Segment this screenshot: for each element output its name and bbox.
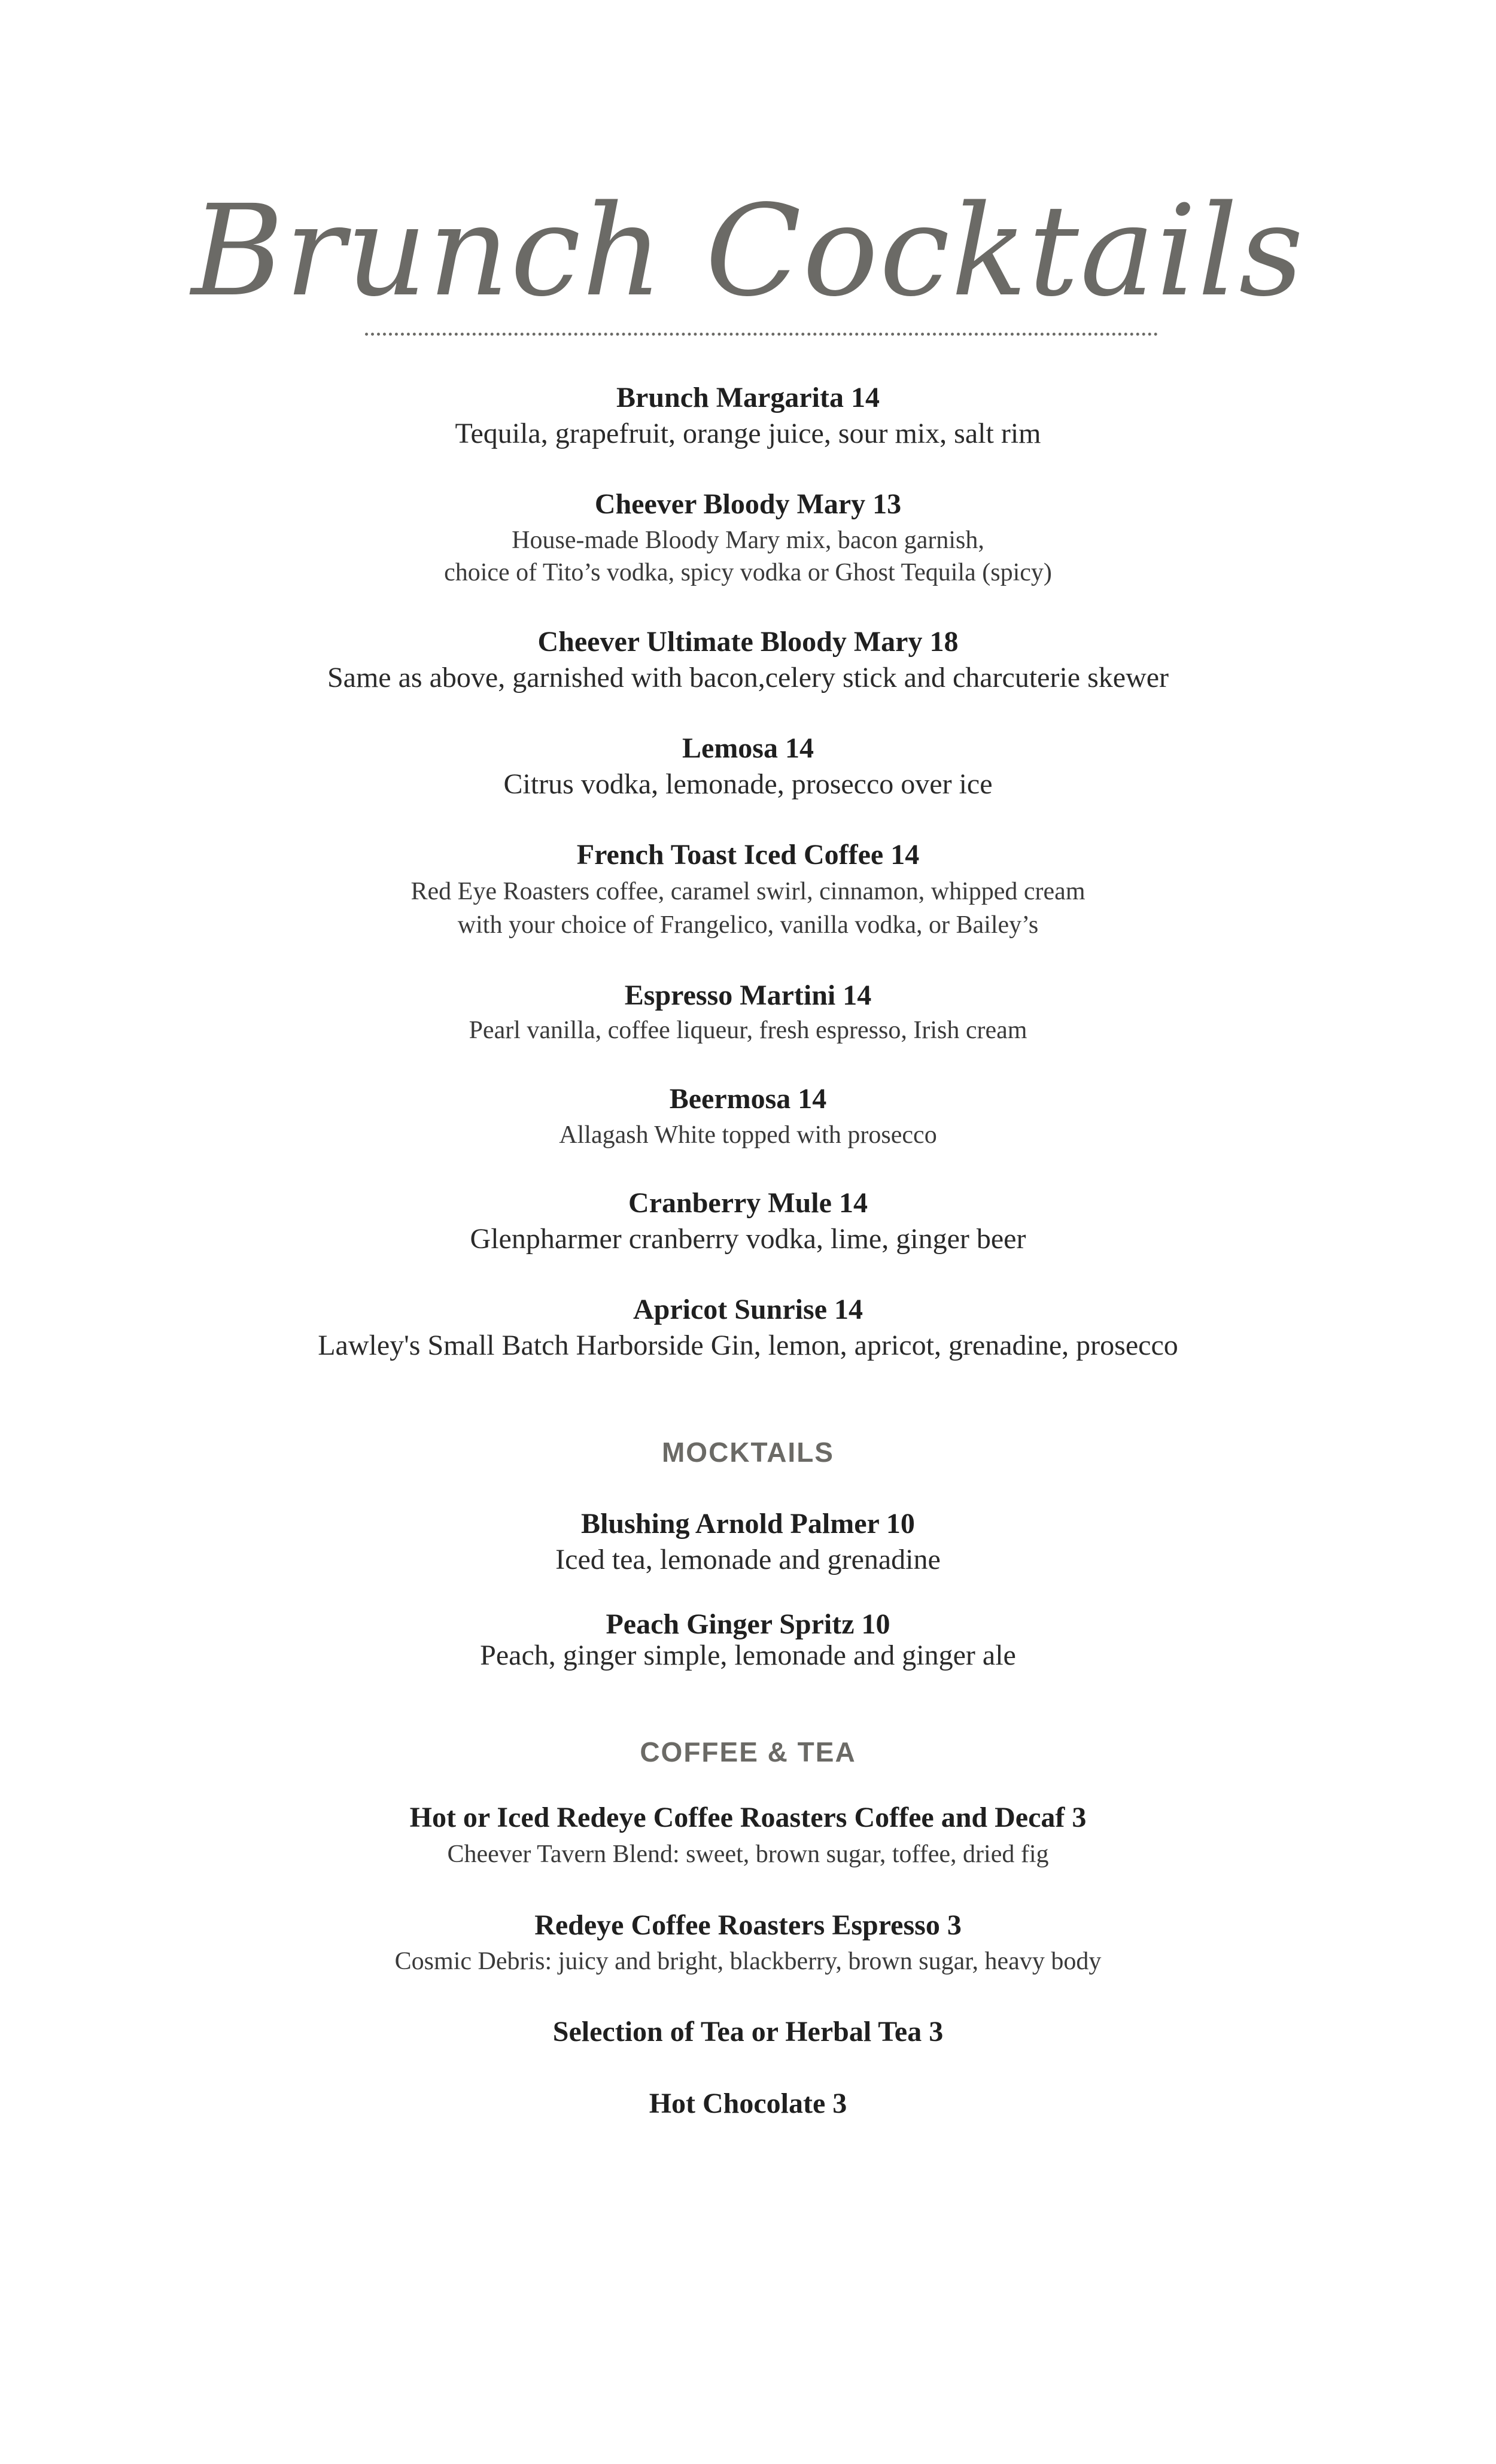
menu-title: Brunch Cocktails [191,178,1305,324]
menu-item-description: Lawley's Small Batch Harborside Gin, lemon, apricot, grenadine, prosecco [318,1330,1178,1361]
menu-item-name: Lemosa 14 [682,732,814,764]
menu-item-name: French Toast Iced Coffee 14 [576,839,920,871]
menu-item-description: Citrus vodka, lemonade, prosecco over ice [503,768,993,800]
menu-item-description: Iced tea, lemonade and grenadine [555,1544,941,1575]
menu-item-description: Pearl vanilla, coffee liqueur, fresh espresso, Irish cream [469,1017,1027,1044]
menu-item-name: Cranberry Mule 14 [628,1187,868,1219]
menu-item-description: Glenpharmer cranberry vodka, lime, ginger beer [470,1223,1026,1255]
menu-item-name: Brunch Margarita 14 [616,382,880,413]
menu-item-name: Peach Ginger Spritz 10 [606,1608,890,1640]
menu-item-name: Blushing Arnold Palmer 10 [581,1508,915,1540]
menu-item-name: Redeye Coffee Roasters Espresso 3 [534,1909,962,1941]
menu-item-description: Peach, ginger simple, lemonade and ginger ale [480,1639,1016,1671]
menu-item-description: Tequila, grapefruit, orange juice, sour mix, salt rim [455,418,1041,449]
menu-item-name: Cheever Bloody Mary 13 [594,488,902,520]
section-heading-mocktails: MOCKTAILS [661,1437,834,1468]
menu-item-name: Apricot Sunrise 14 [633,1294,863,1325]
menu-item-name: Espresso Martini 14 [624,979,872,1011]
menu-item-description: Same as above, garnished with bacon,celery stick and charcuterie skewer [327,662,1169,693]
menu-item-name: Hot or Iced Redeye Coffee Roasters Coffee and Decaf 3 [409,1802,1087,1833]
menu-item-name: Cheever Ultimate Bloody Mary 18 [537,626,959,658]
menu-item-description: Cosmic Debris: juicy and bright, blackberry, brown sugar, heavy body [394,1948,1102,1975]
menu-item-description: Allagash White topped with prosecco [559,1121,937,1149]
menu-item-description: House-made Bloody Mary mix, bacon garnish, [512,527,984,554]
menu-item-description: with your choice of Frangelico, vanilla vodka, or Bailey’s [457,911,1039,939]
menu-item-description: Red Eye Roasters coffee, caramel swirl, cinnamon, whipped cream [411,878,1085,905]
menu-item-name: Hot Chocolate 3 [649,2088,847,2119]
title-divider [365,333,1158,336]
menu-item-description: Cheever Tavern Blend: sweet, brown sugar, toffee, dried fig [447,1841,1049,1868]
section-heading-coffee-tea: COFFEE & TEA [640,1736,856,1768]
menu-item-name: Selection of Tea or Herbal Tea 3 [552,2016,944,2048]
menu-item-description: choice of Tito’s vodka, spicy vodka or Ghost Tequila (spicy) [444,559,1052,586]
menu-item-name: Beermosa 14 [669,1083,827,1115]
